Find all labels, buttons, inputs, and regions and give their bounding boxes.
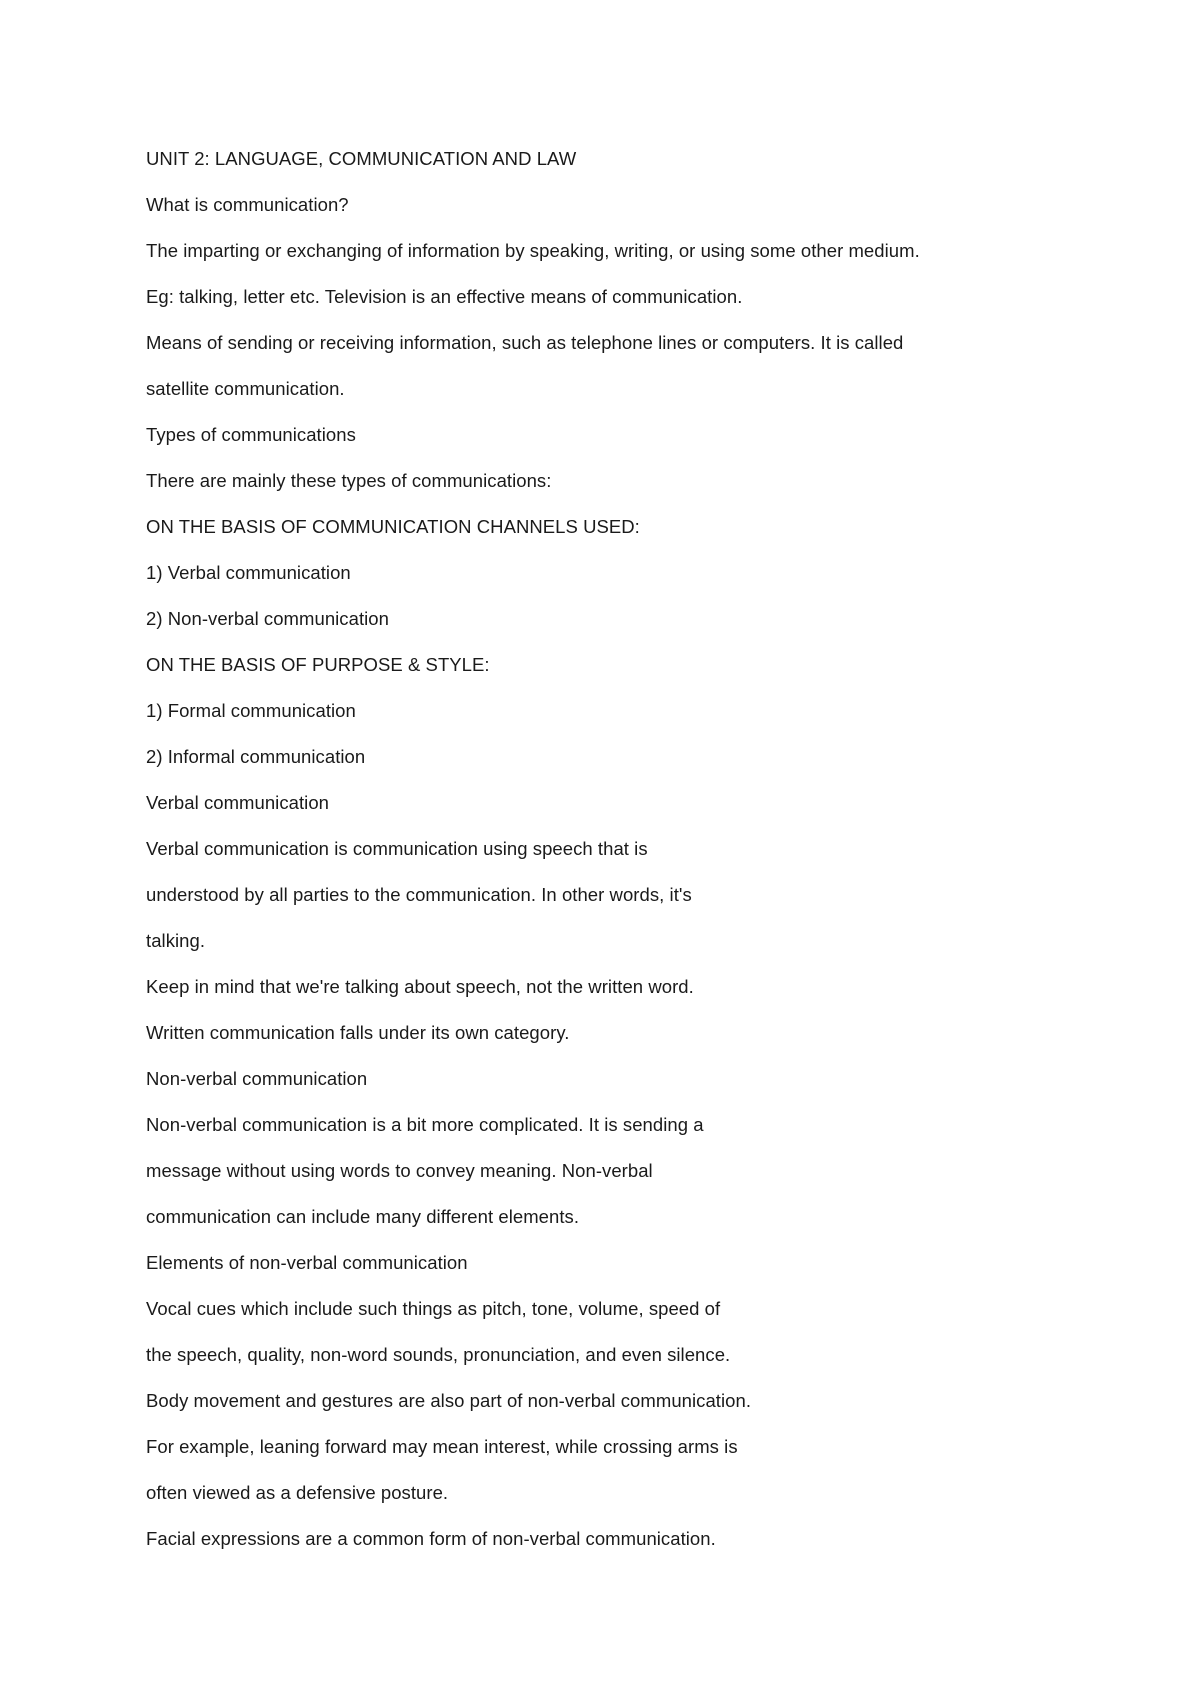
- heading-basis-channels: ON THE BASIS OF COMMUNICATION CHANNELS USED:: [146, 516, 640, 537]
- text-line: satellite communication.: [146, 378, 345, 399]
- unit-title: UNIT 2: LANGUAGE, COMMUNICATION AND LAW: [146, 148, 577, 169]
- text-line: Keep in mind that we're talking about speech, not the written word.: [146, 976, 694, 997]
- text-line: Facial expressions are a common form of non-verbal communication.: [146, 1528, 716, 1549]
- text-line: Means of sending or receiving information, such as telephone lines or computers. It is called: [146, 332, 904, 353]
- text-line: Eg: talking, letter etc. Television is an effective means of communication.: [146, 286, 743, 307]
- list-item: 1) Formal communication: [146, 700, 356, 721]
- text-line: Written communication falls under its own category.: [146, 1022, 570, 1043]
- heading-non-verbal-communication: Non-verbal communication: [146, 1068, 368, 1089]
- heading-basis-purpose: ON THE BASIS OF PURPOSE & STYLE:: [146, 654, 490, 675]
- text-line: There are mainly these types of communications:: [146, 470, 552, 491]
- list-item: 2) Informal communication: [146, 746, 366, 767]
- list-item: 2) Non-verbal communication: [146, 608, 389, 629]
- text-line: communication can include many different elements.: [146, 1206, 580, 1227]
- document-body: [146, 148, 1066, 1574]
- text-line: message without using words to convey meaning. Non-verbal: [146, 1160, 653, 1181]
- heading-types-of-communications: Types of communications: [146, 424, 356, 445]
- text-line: Non-verbal communication is a bit more complicated. It is sending a: [146, 1114, 704, 1135]
- heading-verbal-communication: Verbal communication: [146, 792, 330, 813]
- text-line: Body movement and gestures are also part of non-verbal communication.: [146, 1390, 752, 1411]
- text-line: talking.: [146, 930, 206, 951]
- heading-what-is-communication: What is communication?: [146, 194, 349, 215]
- heading-elements-non-verbal: Elements of non-verbal communication: [146, 1252, 468, 1273]
- text-line: The imparting or exchanging of information by speaking, writing, or using some other medium.: [146, 240, 920, 261]
- list-item: 1) Verbal communication: [146, 562, 351, 583]
- text-line: understood by all parties to the communication. In other words, it's: [146, 884, 692, 905]
- text-line: For example, leaning forward may mean interest, while crossing arms is: [146, 1436, 738, 1457]
- text-line: Vocal cues which include such things as pitch, tone, volume, speed of: [146, 1298, 721, 1319]
- text-line: often viewed as a defensive posture.: [146, 1482, 449, 1503]
- text-line: the speech, quality, non-word sounds, pronunciation, and even silence.: [146, 1344, 731, 1365]
- text-line: Verbal communication is communication using speech that is: [146, 838, 648, 859]
